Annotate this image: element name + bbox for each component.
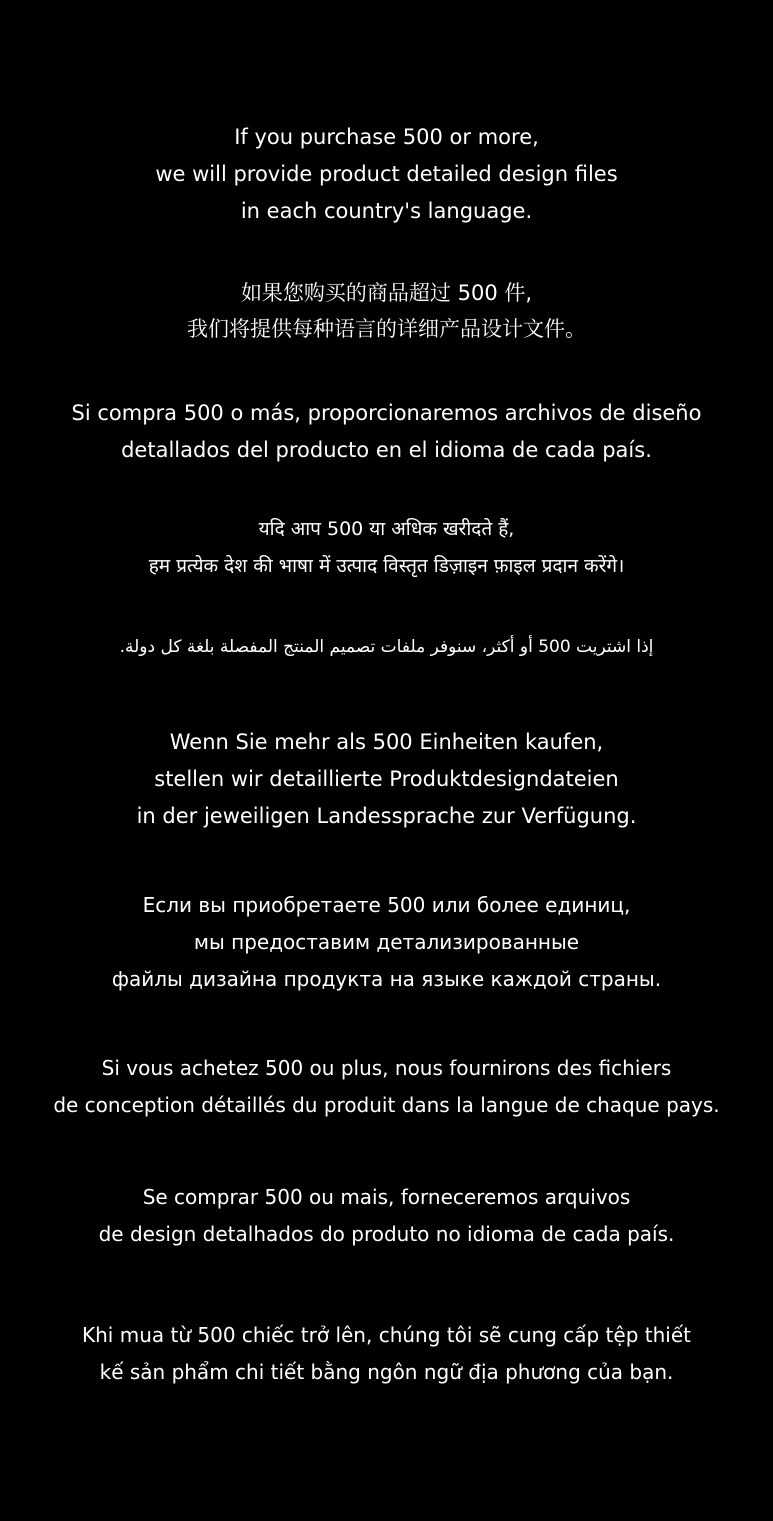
message-vietnamese-line-1: Khi mua từ 500 chiếc trở lên, chúng tôi sẽ cung cấp tệp thiết <box>82 1323 691 1347</box>
message-vietnamese <box>0 1317 773 1391</box>
message-hindi-line-2: हम प्रत्येक देश की भाषा में उत्पाद विस्तृत डिज़ाइन फ़ाइल प्रदान करेंगे। <box>148 555 625 577</box>
message-chinese-line-2: 我们将提供每种语言的详细产品设计文件。 <box>187 317 586 341</box>
message-french-line-2: de conception détaillés du produit dans la langue de chaque pays. <box>53 1093 720 1117</box>
message-hindi-line-1: यदि आप 500 या अधिक खरीदते हैं, <box>258 518 515 540</box>
message-german-line-3: in der jeweiligen Landessprache zur Verfügung. <box>136 804 637 828</box>
message-portuguese-line-2: de design detalhados do produto no idioma de cada país. <box>98 1222 675 1246</box>
message-english-line-3: in each country's language. <box>240 199 533 223</box>
message-german-line-1: Wenn Sie mehr als 500 Einheiten kaufen, <box>169 730 604 754</box>
message-vietnamese-line-2: kế sản phẩm chi tiết bằng ngôn ngữ địa phương của bạn. <box>99 1360 674 1384</box>
message-spanish <box>0 395 773 469</box>
message-arabic <box>0 631 773 663</box>
message-russian <box>0 887 773 998</box>
message-chinese-line-1: 如果您购买的商品超过 500 件, <box>240 281 533 305</box>
message-spanish-line-2: detallados del producto en el idioma de cada país. <box>121 438 652 462</box>
message-russian-line-2: мы предоставим детализированные <box>193 930 580 954</box>
message-french <box>0 1050 773 1124</box>
message-french-line-1: Si vous achetez 500 ou plus, nous fournirons des fichiers <box>101 1056 672 1080</box>
message-portuguese-line-1: Se comprar 500 ou mais, forneceremos arquivos <box>142 1185 631 1209</box>
message-german-line-2: stellen wir detaillierte Produktdesigndateien <box>154 767 619 791</box>
message-english-line-1: If you purchase 500 or more, <box>234 125 539 149</box>
message-german <box>0 724 773 835</box>
message-chinese <box>0 275 773 347</box>
message-english <box>0 119 773 230</box>
message-arabic-line-1: إذا اشتريت 500 أو أكثر، سنوفر ملفات تصميم المنتج المفصلة بلغة كل دولة. <box>119 637 654 657</box>
message-english-line-2: we will provide product detailed design files <box>155 162 618 186</box>
message-portuguese <box>0 1179 773 1253</box>
message-hindi <box>0 511 773 585</box>
message-russian-line-1: Если вы приобретаете 500 или более единиц, <box>142 893 631 917</box>
message-spanish-line-1: Si compra 500 o más, proporcionaremos archivos de diseño <box>71 401 702 425</box>
message-russian-line-3: файлы дизайна продукта на языке каждой страны. <box>111 967 662 991</box>
